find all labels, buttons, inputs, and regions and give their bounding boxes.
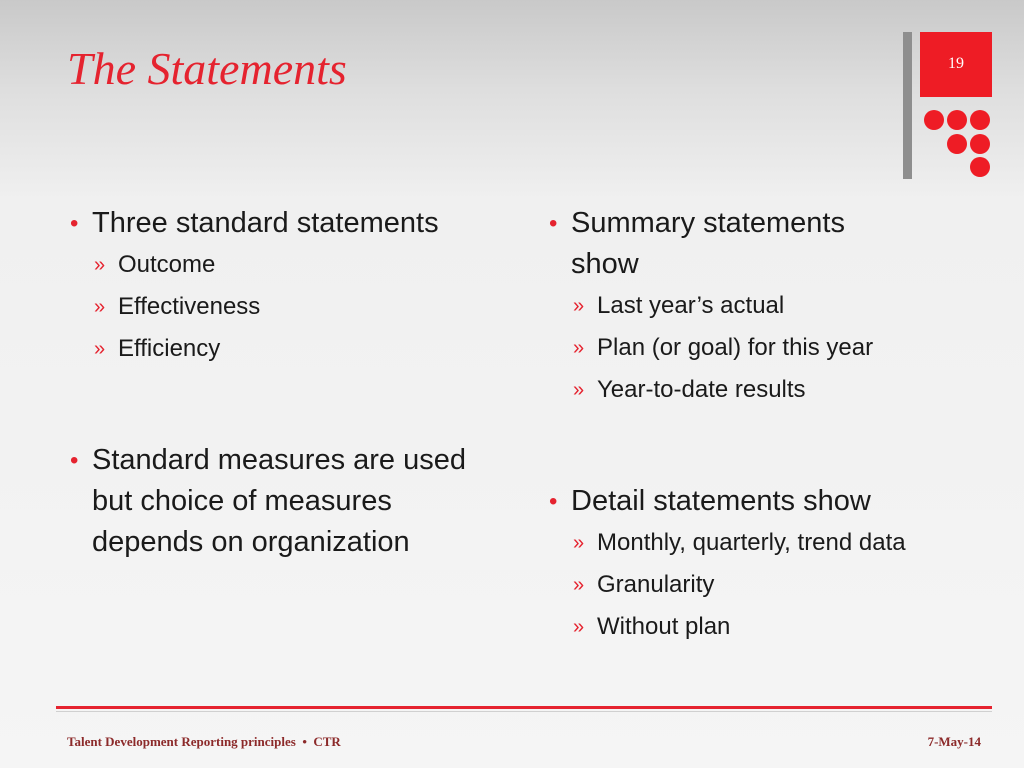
sub-bullet-item	[70, 286, 510, 328]
sub-bullet-text: Granularity	[597, 571, 715, 598]
slide-title: The Statements	[67, 43, 347, 94]
bullet-text: Three standard statements	[92, 207, 439, 239]
bullet-marker: •	[549, 488, 558, 515]
bullet-item	[549, 203, 901, 285]
bullet-item	[549, 481, 989, 522]
sub-bullet-item	[549, 285, 989, 327]
decor-vertical-bar	[903, 32, 912, 179]
sub-bullet-item	[70, 244, 510, 286]
page-number-badge	[920, 32, 992, 97]
footer-left-text: Talent Development Reporting principles • CTR	[67, 734, 341, 749]
right-column	[549, 203, 989, 648]
bullet-text: Summary statements show	[571, 207, 845, 280]
sub-bullet-item	[70, 328, 510, 370]
sub-bullet-marker: »	[573, 295, 585, 317]
sub-bullet-text: Monthly, quarterly, trend data	[597, 529, 906, 556]
sub-bullet-marker: »	[573, 337, 585, 359]
decor-dot	[970, 134, 990, 154]
decor-dot	[947, 110, 967, 130]
footer-divider-red	[56, 706, 992, 709]
bullet-marker: •	[70, 210, 79, 237]
sub-bullet-item	[549, 369, 989, 411]
sub-bullet-marker: »	[573, 532, 585, 554]
footer-date: 7-May-14	[927, 734, 981, 749]
bullet-item	[70, 203, 510, 244]
sub-bullet-text: Outcome	[118, 251, 216, 278]
decor-dot	[970, 110, 990, 130]
sub-bullet-text: Plan (or goal) for this year	[597, 334, 874, 361]
sub-bullet-item	[549, 327, 989, 369]
page-number: 19	[948, 55, 964, 72]
sub-bullet-item	[549, 606, 989, 648]
bullet-marker: •	[549, 210, 558, 237]
sub-bullet-marker: »	[94, 254, 106, 276]
bullet-item	[70, 440, 510, 563]
bullet-text: Detail statements show	[571, 485, 871, 517]
decor-dot	[947, 134, 967, 154]
decor-dot	[970, 157, 990, 177]
sub-bullet-marker: »	[94, 338, 106, 360]
left-column	[70, 203, 510, 563]
footer-divider-gray	[56, 711, 992, 712]
sub-bullet-item	[549, 564, 989, 606]
bullet-marker: •	[70, 447, 79, 474]
sub-bullet-text: Efficiency	[118, 335, 221, 362]
sub-bullet-item	[549, 522, 989, 564]
sub-bullet-marker: »	[573, 379, 585, 401]
bullet-text: Standard measures are used but choice of measures depends on organization	[92, 444, 466, 558]
decor-dot	[924, 110, 944, 130]
sub-bullet-text: Year-to-date results	[597, 376, 806, 403]
sub-bullet-marker: »	[94, 296, 106, 318]
sub-bullet-marker: »	[573, 616, 585, 638]
sub-bullet-text: Last year’s actual	[597, 292, 785, 319]
sub-bullet-text: Effectiveness	[118, 293, 261, 320]
sub-bullet-text: Without plan	[597, 613, 731, 640]
sub-bullet-marker: »	[573, 574, 585, 596]
